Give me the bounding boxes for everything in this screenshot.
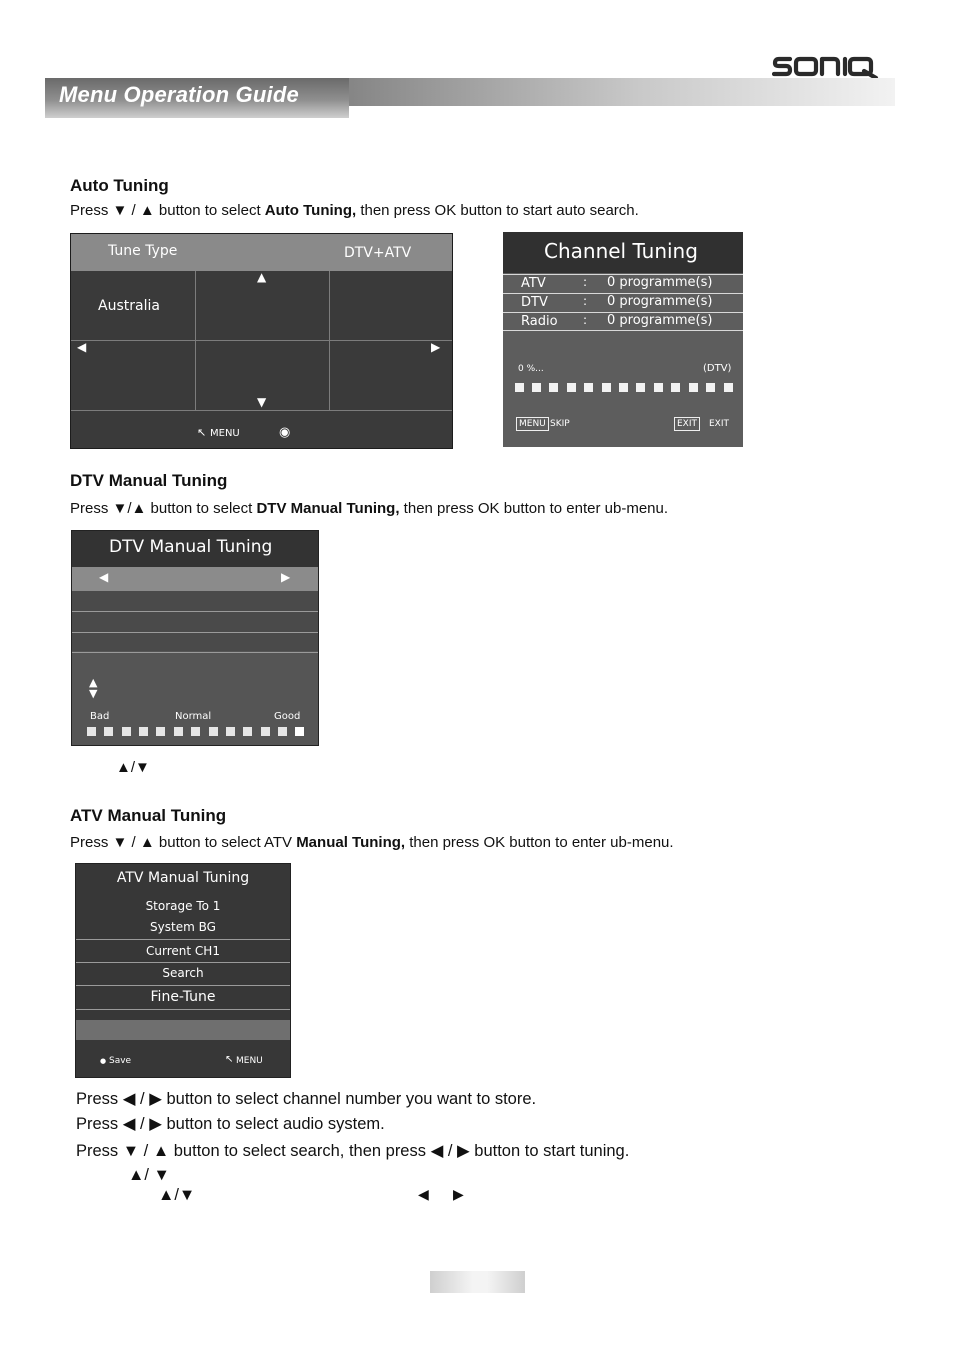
signal-normal-label: Normal <box>175 711 212 722</box>
atv-note-2: ▲/▼ <box>158 1186 196 1204</box>
menu-label: MENU <box>236 1056 263 1066</box>
radio-label: Radio <box>521 314 558 329</box>
atv-value: 0 programme(s) <box>607 275 713 290</box>
menu-key-icon: MENU <box>516 417 549 431</box>
tune-type-label: Tune Type <box>108 243 178 259</box>
menu-item-storage: Storage To 1 <box>145 899 221 913</box>
up-arrow-icon: ▲ <box>257 270 267 284</box>
atv-step-3: Press ▼ / ▲ button to select search, then press ◀ / ▶ button to start tuning. <box>76 1142 630 1160</box>
tuning-mode: (DTV) <box>703 363 732 374</box>
atv-note-left-arrow: ◀ <box>418 1186 429 1202</box>
dtv-note-arrows: ▲/▼ <box>116 759 150 776</box>
right-arrow-icon: ▶ <box>431 340 441 354</box>
skip-label: SKIP <box>550 419 570 429</box>
dtv-label: DTV <box>521 295 548 310</box>
dtv-sep: : <box>583 294 588 308</box>
ok-icon: ◉ <box>279 425 291 440</box>
channel-tuning-title: Channel Tuning <box>544 239 698 263</box>
menu-item-fine-tune: Fine-Tune <box>150 989 216 1005</box>
dtv-osd-title: DTV Manual Tuning <box>109 537 273 557</box>
menu-item-system: System BG <box>150 920 216 934</box>
atv-step-1: Press ◀ / ▶ button to select channel number you want to store. <box>76 1090 537 1108</box>
atv-note-1: ▲/ ▼ <box>128 1166 170 1184</box>
save-label: Save <box>109 1056 132 1066</box>
exit-key-icon: EXIT <box>674 417 700 431</box>
atv-sep: : <box>583 275 588 289</box>
down-arrow-icon: ▼ <box>257 395 267 409</box>
radio-sep: : <box>583 313 588 327</box>
atv-manual-osd <box>75 863 291 1078</box>
channel-tuning-osd <box>503 232 743 447</box>
menu-item-current-ch: Current CH1 <box>146 944 220 958</box>
signal-bad-label: Bad <box>90 711 110 722</box>
atv-label: ATV <box>521 276 546 291</box>
progress-percent: 0 %... <box>518 364 544 374</box>
page-number-badge <box>430 1271 525 1293</box>
dtv-manual-osd <box>71 530 319 746</box>
menu-item-search: Search <box>162 966 204 980</box>
atv-osd-title: ATV Manual Tuning <box>116 870 250 886</box>
dtv-manual-heading: DTV Manual Tuning <box>70 471 228 490</box>
atv-step-2: Press ◀ / ▶ button to select audio system. <box>76 1115 385 1133</box>
page-title: Menu Operation Guide <box>59 82 299 107</box>
atv-manual-heading: ATV Manual Tuning <box>70 806 227 825</box>
auto-tuning-instruction: Press ▼ / ▲ button to select Auto Tuning, then press OK button to start auto search. <box>70 202 639 219</box>
atv-note-right-arrow: ▶ <box>453 1186 464 1202</box>
left-arrow-icon: ◀ <box>99 570 109 584</box>
up-down-arrows-icon: ▲ ▼ <box>89 676 98 700</box>
menu-back-icon: ↖ <box>197 426 207 439</box>
menu-label: MENU <box>210 428 240 439</box>
tune-type-value: DTV+ATV <box>344 245 412 261</box>
signal-good-label: Good <box>274 711 301 722</box>
atv-highlight-row <box>76 1020 290 1040</box>
dtv-manual-instruction: Press ▼/▲ button to select DTV Manual Tuning, then press OK button to enter ub-menu. <box>70 500 669 517</box>
right-arrow-icon: ▶ <box>281 570 291 584</box>
save-icon: ● <box>100 1057 107 1065</box>
soniq-logo <box>772 50 880 80</box>
menu-back-icon: ↖ <box>225 1054 234 1065</box>
auto-tuning-heading: Auto Tuning <box>70 176 169 195</box>
auto-tuning-osd <box>70 233 453 449</box>
dtv-value: 0 programme(s) <box>607 294 713 309</box>
radio-value: 0 programme(s) <box>607 313 713 328</box>
left-arrow-icon: ◀ <box>77 340 87 354</box>
atv-manual-instruction: Press ▼ / ▲ button to select ATV Manual Tuning, then press OK button to enter ub-menu. <box>70 834 674 851</box>
country-value: Australia <box>98 298 160 314</box>
dtv-info-rows <box>72 591 318 651</box>
exit-label: EXIT <box>709 419 730 429</box>
